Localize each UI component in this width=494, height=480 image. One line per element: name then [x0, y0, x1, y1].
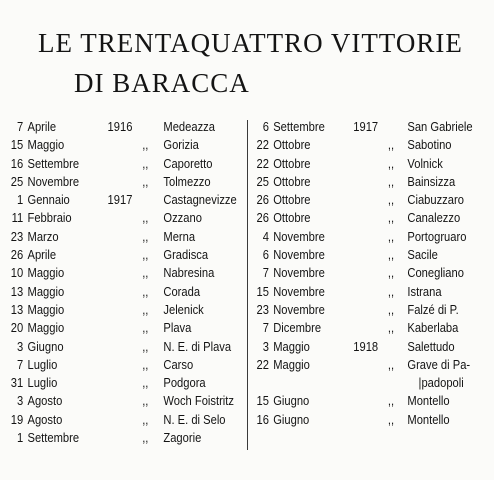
list-item	[6, 301, 237, 319]
victory-place: San Gabriele	[407, 119, 473, 134]
victory-place: Ozzano	[163, 210, 202, 226]
victory-ditto: ,,	[142, 356, 149, 372]
list-item	[250, 173, 473, 191]
victory-month: Giugno	[27, 338, 64, 354]
victory-day: 25	[10, 173, 24, 189]
victory-day: 22	[256, 356, 269, 372]
victory-place: Falzé di P.	[407, 301, 459, 317]
victory-year	[347, 209, 378, 227]
victory-month: Maggio	[27, 283, 65, 299]
victory-ditto: ,,	[142, 411, 149, 427]
victory-month: Ottobre	[273, 173, 311, 189]
list-item	[250, 264, 473, 282]
victory-year	[347, 356, 378, 374]
victory-ditto: ,,	[387, 411, 395, 427]
victory-month: Novembre	[273, 247, 325, 263]
list-item	[6, 191, 237, 209]
victory-day: 22	[256, 155, 269, 171]
victory-ditto: ,,	[387, 192, 395, 208]
victory-day: 23	[10, 228, 24, 244]
victory-place: Nabresina	[163, 265, 215, 281]
victory-year	[347, 246, 378, 264]
victory-place: Podgora	[163, 375, 206, 391]
victory-day: 6	[262, 247, 269, 263]
victory-place: Sacile	[407, 247, 438, 263]
victory-year	[98, 155, 132, 173]
victory-day: 25	[256, 173, 269, 189]
victory-year	[347, 301, 378, 319]
victory-day: 23	[256, 301, 269, 317]
list-item	[6, 411, 237, 429]
victory-day: 26	[10, 247, 24, 263]
victory-place: Canalezzo	[407, 210, 461, 226]
victory-day: 16	[10, 155, 24, 171]
victory-year: 1917	[353, 119, 379, 134]
list-item	[250, 338, 473, 356]
victory-place: Castagnevizze	[163, 192, 237, 208]
list-item	[250, 392, 473, 410]
victory-place: Montello	[407, 393, 450, 409]
victory-year	[347, 319, 378, 337]
victory-place: Jelenick	[163, 301, 204, 317]
victory-ditto: ,,	[387, 228, 395, 244]
victory-year	[347, 283, 378, 301]
victory-month: Agosto	[27, 393, 63, 409]
victory-day: 15	[256, 393, 269, 409]
list-item	[6, 246, 237, 264]
victory-month: Agosto	[27, 411, 63, 427]
victory-day: 15	[10, 137, 24, 153]
list-item	[250, 301, 473, 319]
victory-place: Zagorie	[163, 430, 202, 446]
victory-day: 19	[10, 411, 24, 427]
victory-day: 7	[16, 356, 24, 372]
victory-year	[98, 264, 132, 282]
list-item	[6, 173, 237, 191]
victory-year	[347, 136, 378, 154]
victory-place: Ciabuzzaro	[407, 192, 464, 208]
victory-ditto	[132, 118, 158, 136]
victory-day: 13	[10, 301, 24, 317]
victory-ditto: ,,	[142, 430, 149, 446]
victory-day: 7	[262, 265, 269, 281]
victory-year	[98, 392, 132, 410]
victory-place: Bainsizza	[407, 173, 456, 189]
victory-month: Maggio	[273, 356, 310, 372]
victory-ditto: ,,	[387, 155, 395, 171]
list-item	[6, 392, 237, 410]
victory-place: N. E. di Plava	[163, 338, 232, 354]
list-item	[6, 356, 237, 374]
victories-list-left	[6, 118, 237, 447]
victory-ditto	[132, 191, 158, 209]
victory-month: Settembre	[27, 155, 80, 171]
victory-month: Marzo	[27, 228, 59, 244]
list-item	[250, 191, 473, 209]
list-item	[6, 264, 237, 282]
victory-ditto: ,,	[142, 375, 149, 391]
list-item	[250, 155, 473, 173]
victory-day: 26	[256, 210, 269, 226]
list-item	[6, 319, 237, 337]
victory-place: Tolmezzo	[163, 173, 211, 189]
victory-ditto: ,,	[142, 173, 149, 189]
victory-day: 3	[16, 338, 24, 354]
victory-day: 7	[262, 320, 269, 336]
victory-ditto: ,,	[142, 393, 149, 409]
victory-day: 20	[10, 320, 24, 336]
page-title: LE TRENTAQUATTRO VITTORIE	[38, 28, 463, 58]
victory-place: Volnick	[407, 155, 443, 171]
victory-month: Ottobre	[273, 192, 311, 208]
victory-place: Gorizia	[163, 137, 199, 153]
victory-ditto: ,,	[142, 137, 149, 153]
victory-place: Grave di Pa-	[407, 356, 471, 372]
list-item	[250, 118, 473, 136]
victory-month: Ottobre	[273, 155, 311, 171]
victory-year: 1917	[107, 192, 133, 208]
list-item	[250, 228, 473, 246]
victory-month: Luglio	[27, 375, 58, 391]
victory-month: Dicembre	[273, 320, 322, 336]
victory-day: 26	[256, 192, 269, 208]
victory-month: Novembre	[273, 283, 325, 299]
victory-ditto	[378, 338, 404, 356]
victory-month: Novembre	[273, 228, 325, 244]
victory-month: Giugno	[273, 393, 310, 409]
victory-year	[98, 209, 132, 227]
victory-year	[98, 136, 132, 154]
victory-day: 11	[11, 210, 24, 226]
victory-place: Portogruaro	[407, 228, 467, 244]
victory-place: Sabotino	[407, 137, 452, 153]
victory-year	[347, 191, 378, 209]
victory-year	[347, 264, 378, 282]
victory-year	[98, 228, 132, 246]
victory-month: Maggio	[27, 320, 65, 336]
victory-month: Giugno	[273, 411, 310, 427]
victory-day: 3	[16, 393, 24, 409]
victory-month: Settembre	[27, 430, 80, 446]
list-item	[6, 136, 237, 154]
victory-place: Woch Foistritz	[163, 393, 234, 409]
list-item	[250, 319, 473, 337]
victory-month: Novembre	[27, 173, 80, 189]
victory-month: Maggio	[27, 137, 65, 153]
victory-year	[98, 411, 132, 429]
victory-month: Novembre	[273, 301, 325, 317]
victory-year: 1916	[107, 119, 133, 134]
victory-year	[98, 246, 132, 264]
victory-ditto: ,,	[142, 155, 149, 171]
victory-year	[98, 173, 132, 191]
victory-ditto: ,,	[142, 210, 149, 226]
victory-day: 3	[262, 338, 269, 354]
victory-place: Medeazza	[163, 119, 215, 134]
victory-ditto: ,,	[387, 173, 395, 189]
victory-year	[98, 356, 132, 374]
victory-year	[347, 155, 378, 173]
victory-month: Luglio	[27, 356, 58, 372]
victory-ditto: ,,	[387, 137, 395, 153]
victory-month: Febbraio	[27, 210, 72, 226]
victory-month: Settembre	[273, 119, 325, 134]
victory-place: Kaberlaba	[407, 320, 459, 336]
victory-place: Montello	[407, 411, 450, 427]
victory-year	[98, 301, 132, 319]
victory-day: 15	[256, 283, 269, 299]
victory-day: 4	[262, 228, 269, 244]
list-item	[6, 228, 237, 246]
list-item	[6, 283, 237, 301]
victory-year	[98, 338, 132, 356]
victory-year	[98, 283, 132, 301]
victory-ditto: ,,	[142, 283, 149, 299]
victory-day: 10	[10, 265, 24, 281]
list-item	[6, 155, 237, 173]
victory-day: 31	[10, 375, 24, 391]
victory-place: Plava	[163, 320, 192, 336]
victory-ditto: ,,	[142, 247, 149, 263]
victory-year	[98, 374, 132, 392]
victory-ditto	[378, 118, 404, 136]
list-item	[6, 374, 237, 392]
victory-ditto: ,,	[387, 320, 395, 336]
victory-ditto: ,,	[387, 210, 395, 226]
victory-place: N. E. di Selo	[163, 411, 226, 427]
victory-month: Gennaio	[27, 192, 70, 208]
victory-year	[347, 411, 378, 429]
victory-month: Ottobre	[273, 137, 311, 153]
victory-ditto: ,,	[142, 338, 149, 354]
victory-year: 1918	[353, 338, 379, 354]
victory-ditto: ,,	[387, 247, 395, 263]
victory-place: Salettudo	[407, 338, 455, 354]
victory-month: Novembre	[273, 265, 325, 281]
list-item-continuation	[250, 374, 473, 392]
victory-month: Maggio	[27, 265, 65, 281]
list-item	[250, 411, 473, 429]
victory-place: Gradisca	[163, 247, 209, 263]
victory-day: 7	[16, 119, 24, 134]
victory-month: Maggio	[27, 301, 65, 317]
victory-ditto: ,,	[387, 265, 395, 281]
list-item	[6, 209, 237, 227]
victory-year	[347, 173, 378, 191]
list-item	[250, 283, 473, 301]
victory-month: Maggio	[273, 338, 310, 354]
victory-ditto: ,,	[142, 265, 149, 281]
victory-ditto: ,,	[142, 228, 149, 244]
page-subtitle: DI BARACCA	[74, 68, 250, 98]
victory-month: Ottobre	[273, 210, 311, 226]
victory-day: 16	[256, 411, 269, 427]
victory-year	[98, 319, 132, 337]
column-divider	[247, 120, 248, 450]
victory-ditto: ,,	[387, 393, 395, 409]
victory-ditto: ,,	[142, 320, 149, 336]
victory-ditto: ,,	[387, 301, 395, 317]
victory-year	[347, 228, 378, 246]
list-item	[250, 136, 473, 154]
victory-ditto: ,,	[387, 283, 395, 299]
list-item	[6, 429, 237, 447]
place-continuation: |padopoli	[418, 375, 464, 391]
list-item	[6, 118, 237, 136]
victory-place: Istrana	[407, 283, 442, 299]
victory-place: Merna	[163, 228, 196, 244]
list-item	[250, 209, 473, 227]
victory-place: Carso	[163, 356, 194, 372]
victory-month: Aprile	[27, 247, 57, 263]
victory-ditto: ,,	[387, 356, 395, 372]
victory-ditto: ,,	[142, 301, 149, 317]
victory-year	[98, 429, 132, 447]
victory-place: Corada	[163, 283, 201, 299]
list-item	[250, 356, 473, 374]
victory-month: Aprile	[27, 119, 57, 134]
victory-day: 13	[10, 283, 24, 299]
victory-day: 22	[256, 137, 269, 153]
victories-list-right	[250, 118, 473, 429]
victory-place: Conegliano	[407, 265, 464, 281]
victory-day: 1	[16, 430, 24, 446]
list-item	[250, 246, 473, 264]
victory-place: Caporetto	[163, 155, 213, 171]
list-item	[6, 338, 237, 356]
victory-day: 6	[262, 119, 269, 134]
victory-day: 1	[16, 192, 24, 208]
victory-year	[347, 392, 378, 410]
